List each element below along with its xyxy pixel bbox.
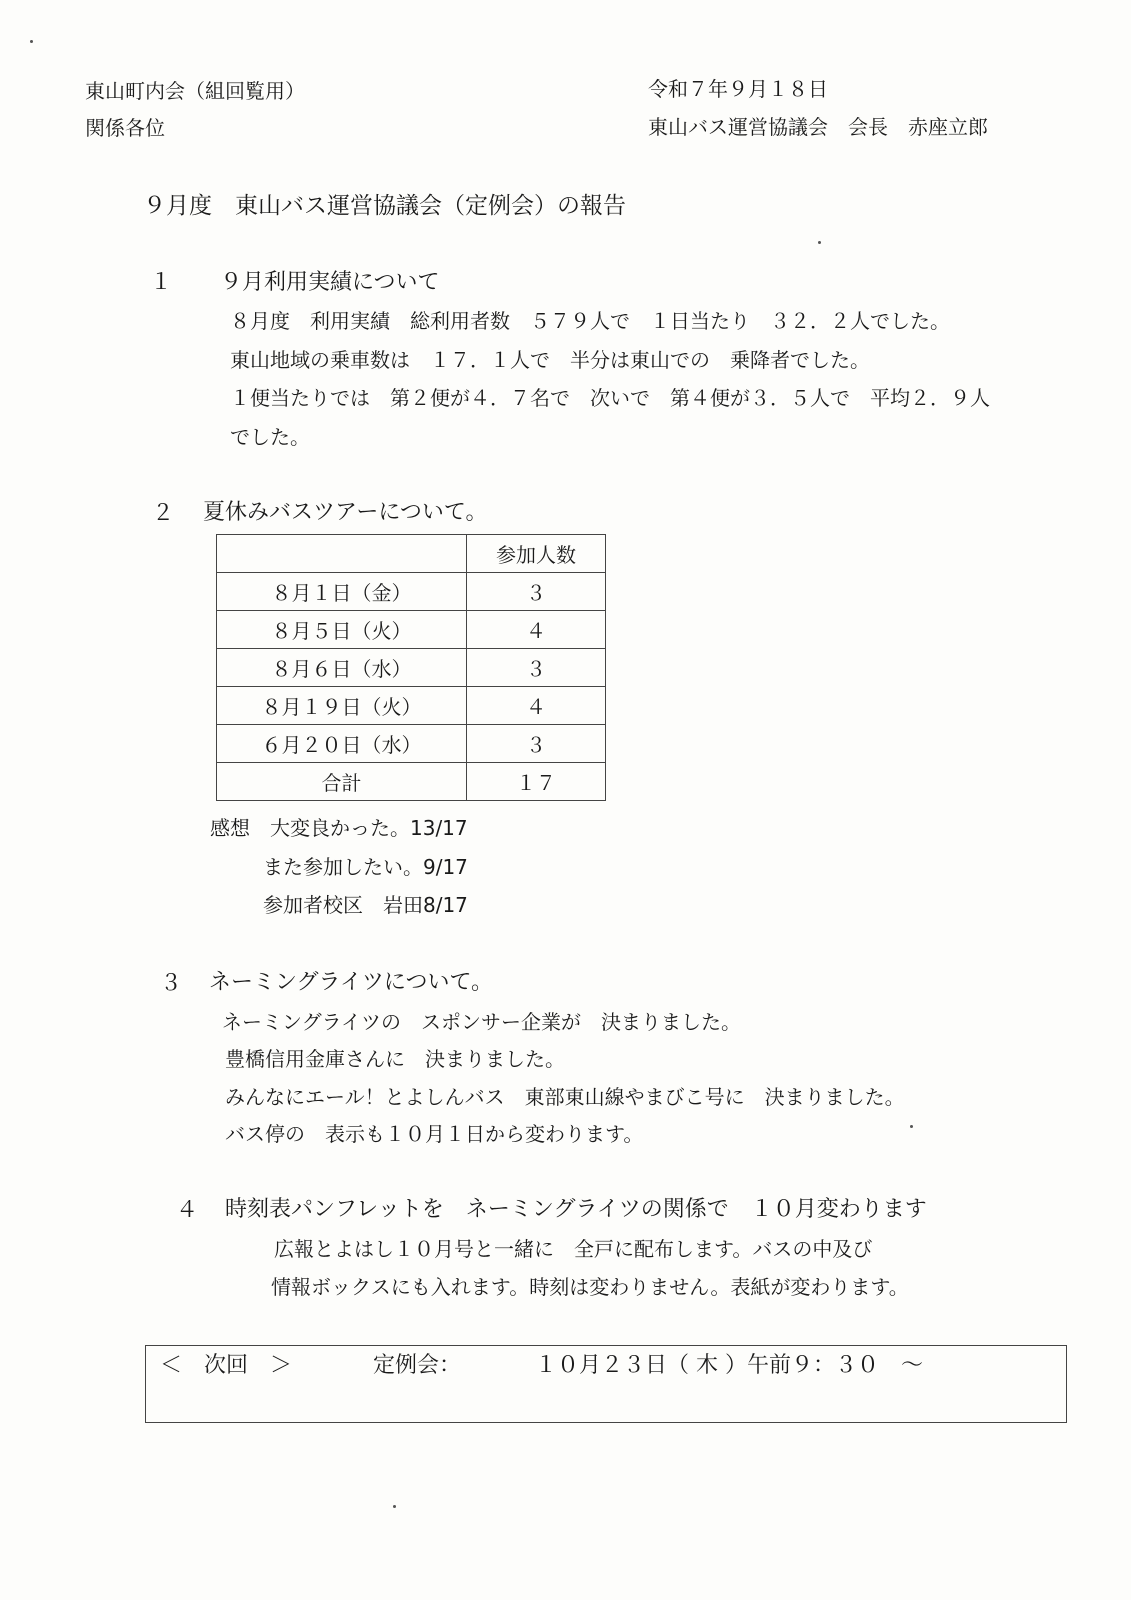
section-3-line: 豊橋信用金庫さんに 決まりました。 bbox=[225, 1047, 565, 1071]
section-1-line: １便当たりでは 第２便が４．７名で 次いで 第４便が３．５人で 平均２．９人 bbox=[230, 386, 990, 410]
impression-line: また参加したい。9/17 bbox=[263, 855, 468, 879]
section-4-line: 広報とよはし１０月号と一緒に 全戸に配布します。バスの中及び bbox=[274, 1237, 873, 1261]
section-1-heading: ９月利用実績について bbox=[220, 270, 440, 295]
next-meeting-event: 定例会： bbox=[373, 1353, 462, 1378]
participants-cell: ４ bbox=[467, 687, 606, 725]
tour-date-cell: ８月１９日（火） bbox=[217, 687, 467, 725]
scan-speck bbox=[30, 40, 33, 43]
recipient-line-2: 関係各位 bbox=[85, 116, 165, 140]
section-1-line: ８月度 利用実績 総利用者数 ５７９人で １日当たり ３２．２人でした。 bbox=[230, 309, 950, 333]
participants-cell: ３ bbox=[467, 649, 606, 687]
section-3-number: ３ bbox=[160, 971, 183, 996]
sender: 東山バス運営協議会 会長 赤座立郎 bbox=[648, 115, 988, 139]
tour-date-cell: ８月６日（水） bbox=[217, 649, 467, 687]
bus-tour-table bbox=[216, 534, 606, 801]
participants-cell: ３ bbox=[467, 725, 606, 763]
section-1-line: 東山地域の乗車数は １７．１人で 半分は東山での 乗降者でした。 bbox=[230, 348, 870, 372]
total-label-cell: 合計 bbox=[217, 763, 467, 801]
document-date: 令和７年９月１８日 bbox=[648, 77, 828, 101]
scan-speck bbox=[818, 241, 821, 244]
section-2-heading: 夏休みバスツアーについて。 bbox=[203, 500, 488, 525]
table-row bbox=[217, 687, 606, 725]
table-header-cell bbox=[217, 535, 467, 573]
tour-date-cell: ８月５日（火） bbox=[217, 611, 467, 649]
section-1-line: でした。 bbox=[230, 425, 310, 449]
total-value-cell: １７ bbox=[467, 763, 606, 801]
next-meeting-datetime: １０月２３日（ 木 ）午前９：３０ ～ bbox=[535, 1353, 923, 1378]
recipient-line-1: 東山町内会（組回覧用） bbox=[85, 79, 305, 103]
participants-cell: ４ bbox=[467, 611, 606, 649]
impression-line: 感想 大変良かった。13/17 bbox=[210, 816, 468, 840]
section-1-number: １ bbox=[150, 270, 173, 295]
next-meeting-label: ＜ 次回 ＞ bbox=[160, 1353, 293, 1378]
participants-cell: ３ bbox=[467, 573, 606, 611]
section-3-line: みんなにエール！とよしんバス 東部東山線やまびこ号に 決まりました。 bbox=[225, 1085, 905, 1109]
section-3-heading: ネーミングライツについて。 bbox=[209, 970, 494, 995]
table-row bbox=[217, 649, 606, 687]
table-row bbox=[217, 573, 606, 611]
section-4-line: 情報ボックスにも入れます。時刻は変わりません。表紙が変わります。 bbox=[271, 1275, 909, 1299]
scan-speck bbox=[910, 1125, 913, 1128]
section-3-line: バス停の 表示も１０月１日から変わります。 bbox=[225, 1122, 644, 1146]
tour-date-cell: ８月１日（金） bbox=[217, 573, 467, 611]
impression-line: 参加者校区 岩田8/17 bbox=[263, 893, 468, 917]
table-row bbox=[217, 725, 606, 763]
table-total-row bbox=[217, 763, 606, 801]
section-3-line: ネーミングライツの スポンサー企業が 決まりました。 bbox=[222, 1010, 741, 1034]
table-row bbox=[217, 611, 606, 649]
document-title: ９月度 東山バス運営協議会（定例会）の報告 bbox=[143, 193, 626, 219]
section-4-heading: 時刻表パンフレットを ネーミングライツの関係で １０月変わります bbox=[225, 1197, 927, 1222]
scan-speck bbox=[393, 1505, 396, 1508]
table-header-row bbox=[217, 535, 606, 573]
section-4-number: ４ bbox=[176, 1198, 199, 1223]
section-2-number: ２ bbox=[152, 501, 175, 526]
tour-date-cell: ６月２０日（水） bbox=[217, 725, 467, 763]
table-header-cell: 参加人数 bbox=[467, 535, 606, 573]
